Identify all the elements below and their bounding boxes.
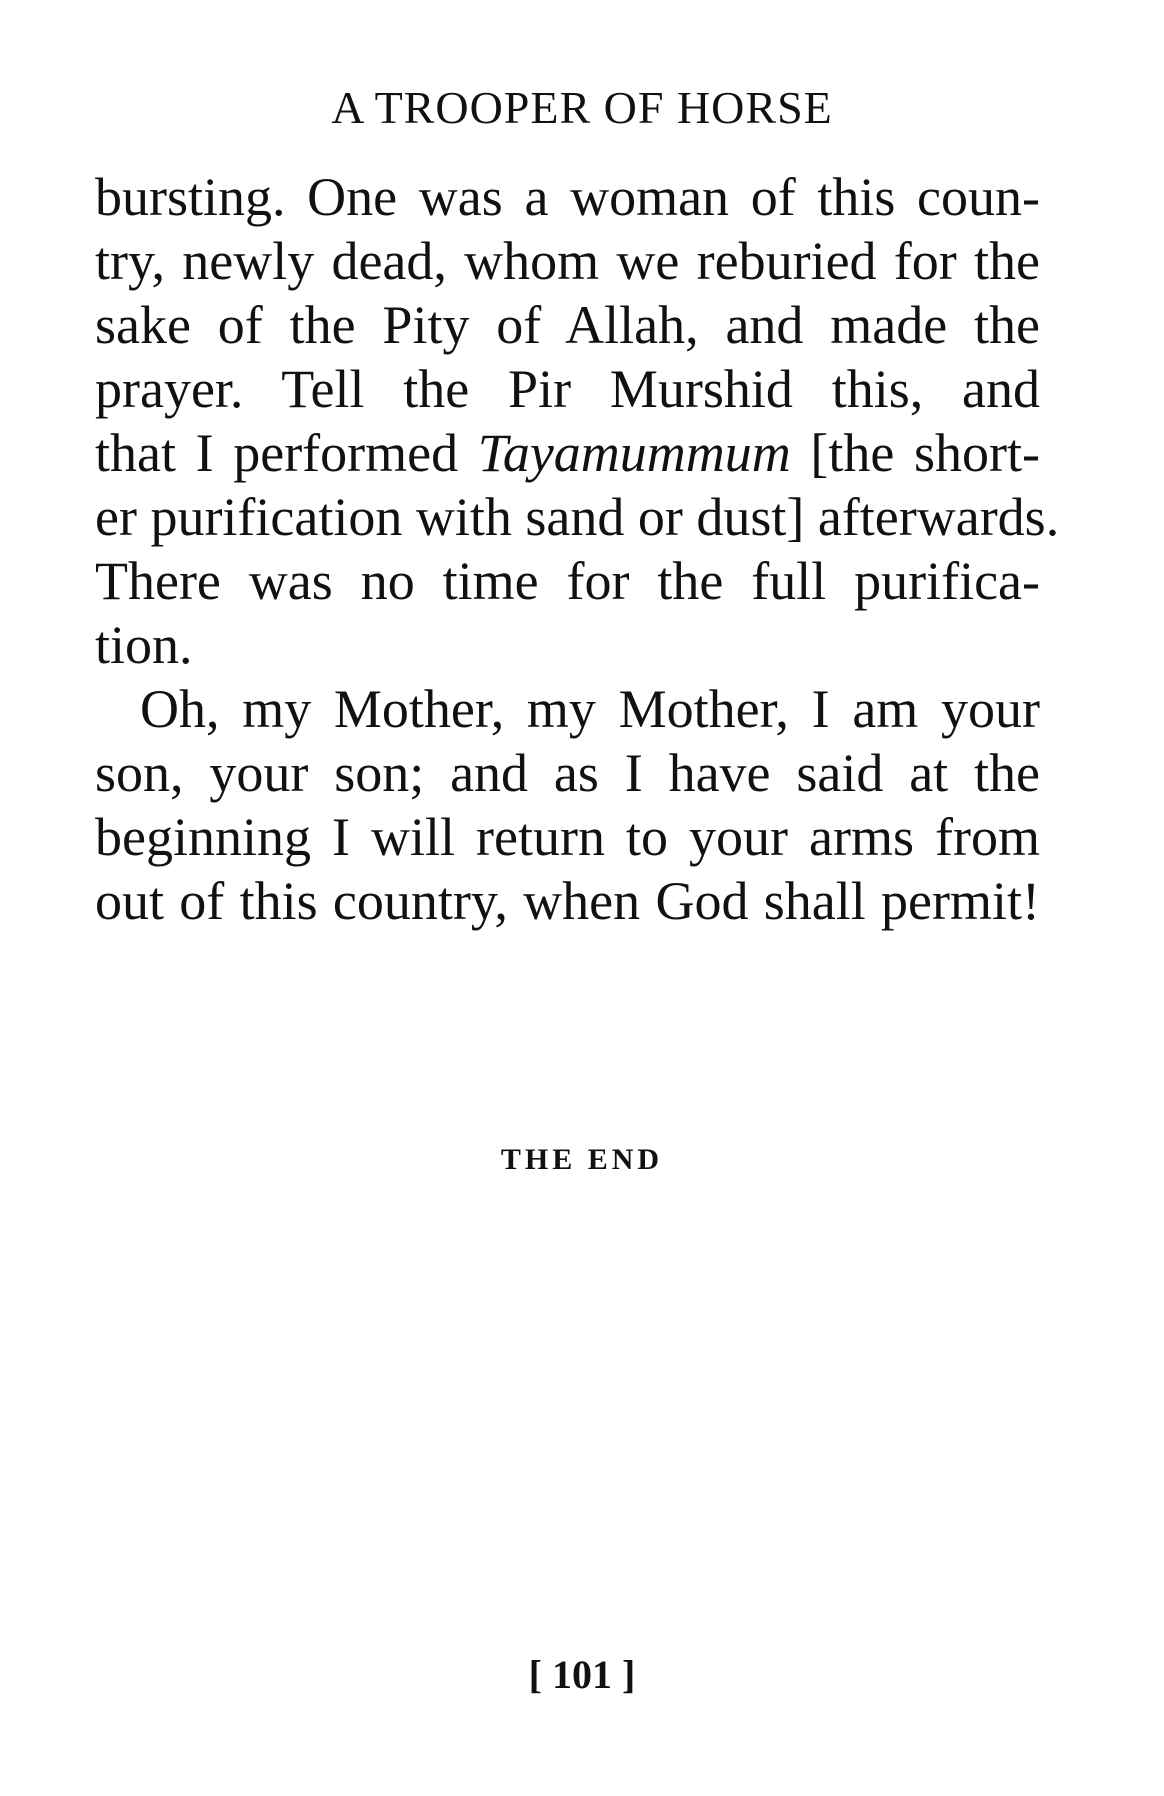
text-line: sake of the Pity of Allah, and made the [95,295,1040,355]
text-line: Oh, my Mother, my Mother, I am your [140,679,1040,739]
text-line: tion. [95,615,193,675]
text-segment: that I performed [95,423,478,483]
text-line: try, newly dead, whom we reburied for the [95,231,1040,291]
text-line: beginning I will return to your arms from [95,807,1040,867]
italic-term: Tayamummum [477,423,791,483]
text-line: out of this country, when God shall permit! [95,871,1040,931]
end-marker: THE END [500,1143,664,1176]
running-head: A TROOPER OF HORSE [331,82,833,133]
text-line: er purification with sand or dust] afterwards. [95,487,1060,547]
text-line: There was no time for the full purifica- [95,551,1040,611]
paragraph-2 [95,677,1040,933]
text-segment: [the short- [790,423,1041,483]
paragraph-1 [95,165,1060,677]
text-line: bursting. One was a woman of this coun- [95,167,1040,227]
page-number: [ 101 ] [528,1652,636,1697]
text-line-with-italic [95,421,1040,485]
text-line: son, your son; and as I have said at the [95,743,1040,803]
body-text [95,165,1060,933]
text-line: prayer. Tell the Pir Murshid this, and [95,359,1040,419]
